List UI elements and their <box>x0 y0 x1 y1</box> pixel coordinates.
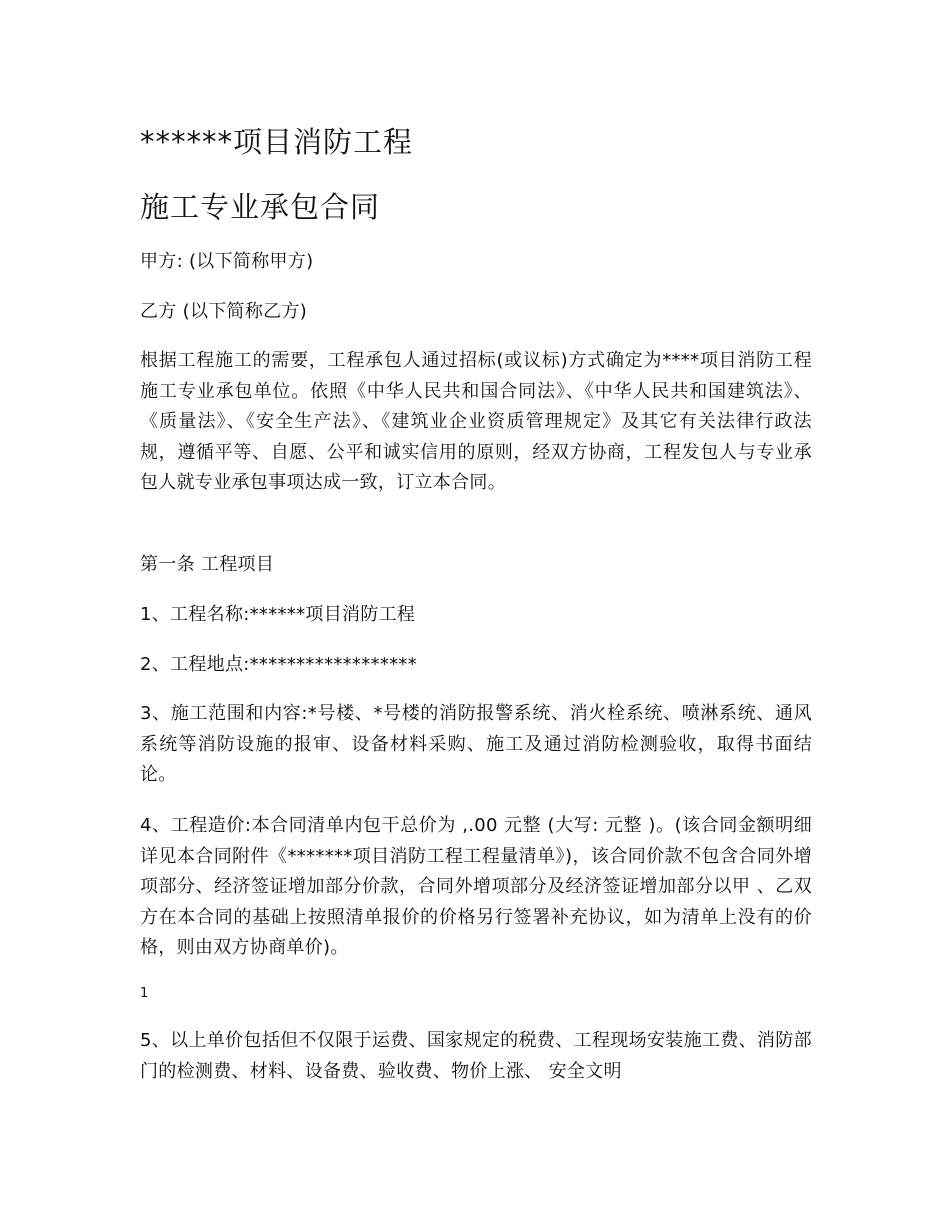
item-3-scope: 3、施工范围和内容:*号楼、*号楼的消防报警系统、消火栓系统、喷淋系统、通风系统等消防设施的报审、设备材料采购、施工及通过消防检测验收，取得书面结论。 <box>140 703 812 785</box>
item-5-unit-price: 5、以上单价包括但不仅限于运费、国家规定的税费、工程现场安装施工费、消防部门的检测费、材料、设备费、验收费、物价上涨、 安全文明 <box>140 1030 812 1082</box>
party-a-line: 甲方: (以下简称甲方) <box>140 251 314 272</box>
item-1-project-name: 1、工程名称:******项目消防工程 <box>140 604 416 625</box>
contract-title-line2: 施工专业承包合同 <box>140 190 381 224</box>
page-number: 1 <box>140 986 149 1001</box>
contract-title-line1: ******项目消防工程 <box>140 125 414 159</box>
item-2-project-location: 2、工程地点:****************** <box>140 654 418 675</box>
party-b-line: 乙方 (以下简称乙方) <box>140 301 308 322</box>
preamble-paragraph: 根据工程施工的需要，工程承包人通过招标(或议标)方式确定为****项目消防工程施工专业承包单位。依照《中华人民共和国合同法》、《中华人民共和国建筑法》、《质量法》、《安全生产法》、《建筑业企业资质管理规定》及其它有关法律行政法规，遵循平等、自愿、公平和诚实信用的原则，经双方协商，工程发包人与专业承包人就专业承包事项达成一致，订立本合同。 <box>140 350 812 493</box>
article-1-heading: 第一条 工程项目 <box>140 554 275 575</box>
item-4-contract-price: 4、工程造价:本合同清单内包干总价为 ,.00 元整 (大写: 元整 )。(该合同金额明细详见本合同附件《*******项目消防工程工程量清单》)，该合同价款不包含合同外增项部分、经济签证增加部分价款，合同外增项部分及经济签证增加部分以甲 、乙双方在本合同的基础上按照清单报价的价格另行签署补充协议，如为清单上没有的价格，则由双方协商单价)。 <box>140 815 812 958</box>
